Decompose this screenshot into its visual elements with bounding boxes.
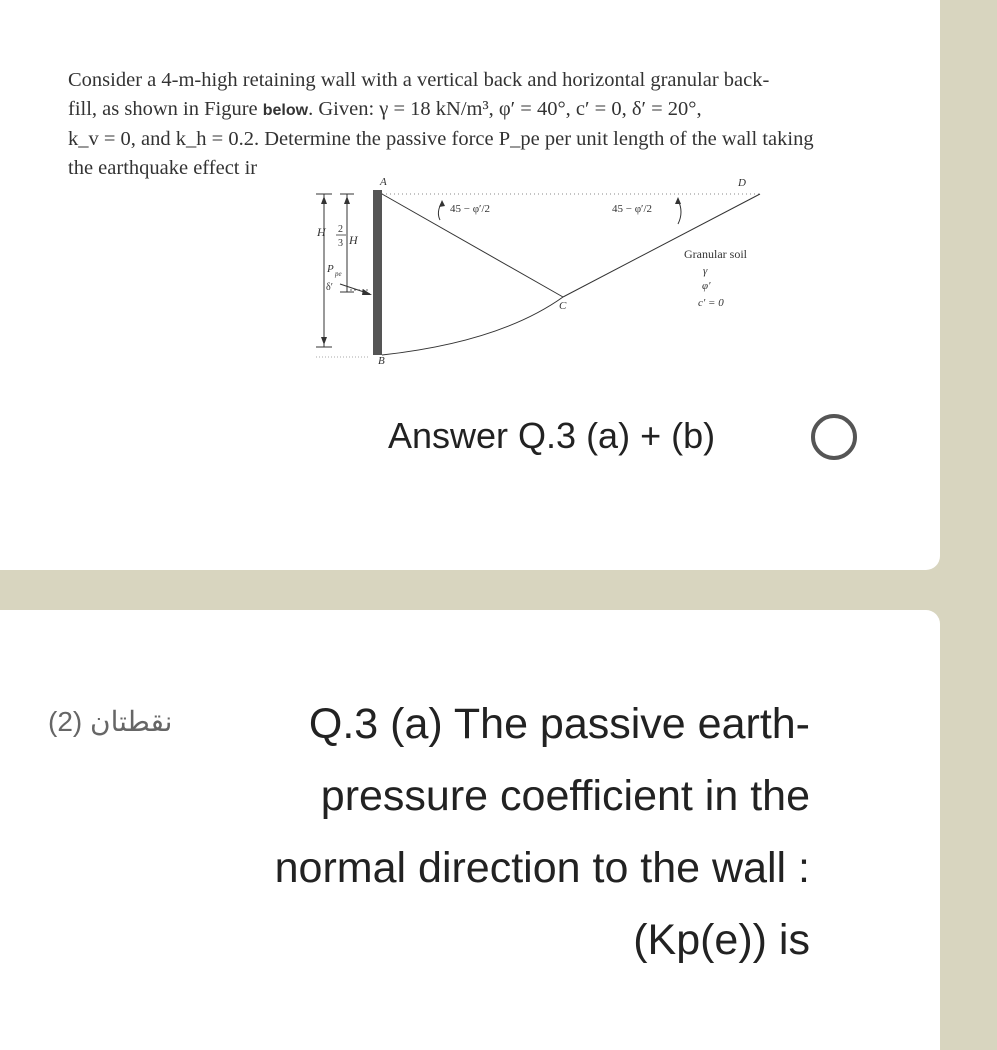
answer-option-label: Answer Q.3 (a) + (b): [388, 415, 716, 456]
problem-line-4: the earthquake effect ir: [68, 157, 258, 179]
label-c: C: [559, 300, 567, 312]
label-ppe: P: [327, 263, 334, 275]
label-d: D: [738, 177, 746, 189]
question-card-bottom: [0, 610, 940, 1050]
label-a: A: [380, 176, 387, 188]
label-two-thirds-den: 3: [338, 238, 343, 249]
wall: [373, 190, 382, 355]
answer-radio-button[interactable]: [811, 414, 857, 460]
points-label: نقطتان (2): [48, 706, 173, 737]
label-delta: δ′: [326, 282, 333, 293]
problem-line-2: [68, 95, 868, 125]
problem-line-3: k_v = 0, and k_h = 0.2. Determine the passive force P_pe per unit length of the wall taking: [68, 128, 814, 150]
problem-line-2a: fill, as shown in Figure: [68, 98, 263, 120]
angle-label-left: 45 − φ′/2: [450, 203, 491, 215]
retaining-wall-figure: [300, 172, 790, 372]
soil-phi: φ′: [702, 280, 711, 292]
label-two-thirds-num: 2: [338, 224, 343, 235]
label-two-thirds-h: H: [349, 233, 358, 247]
problem-line-2-bold: below: [262, 102, 309, 119]
question-text: Q.3 (a) The passive earth-pressure coefficient in the normal direction to the wall :(Kp(e)) is: [274, 700, 810, 964]
failure-line-cd: [563, 194, 760, 297]
problem-line-1: Consider a 4-m-high retaining wall with a vertical back and horizontal granular back-: [68, 69, 770, 91]
problem-line-2b: . Given: γ = 18 kN/m³, φ′ = 40°, c′ = 0, δ′ = 20°,: [308, 98, 702, 120]
failure-curve-bc: [382, 297, 563, 355]
label-b: B: [378, 355, 385, 367]
label-h: H: [317, 225, 326, 239]
problem-statement: [68, 66, 868, 183]
soil-c: c′ = 0: [698, 297, 724, 309]
soil-title: Granular soil: [684, 247, 747, 261]
label-ppe-sub: pe: [335, 270, 342, 278]
angle-label-right: 45 − φ′/2: [612, 203, 653, 215]
soil-gamma: γ: [703, 265, 708, 277]
